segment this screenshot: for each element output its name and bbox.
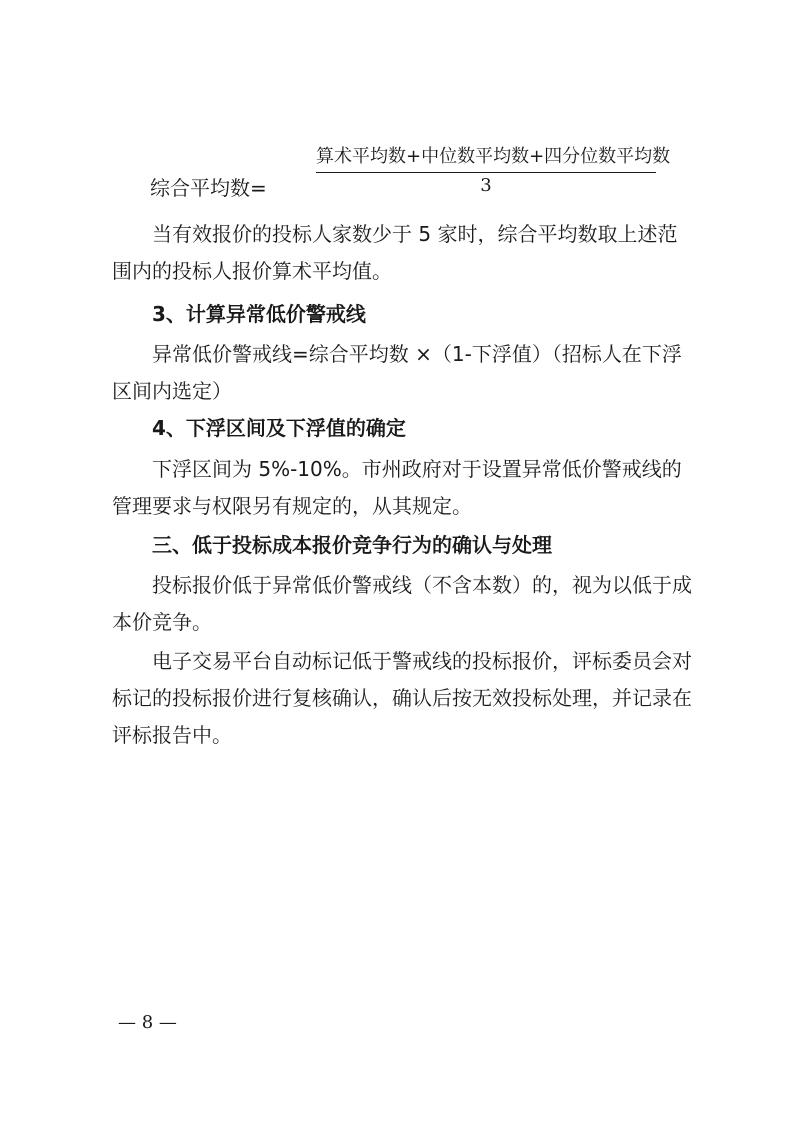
- paragraph-fewer-bidders: 当有效报价的投标人家数少于 5 家时，综合平均数取上述范围内的投标人报价算术平均值。: [112, 222, 678, 283]
- heading-float-range: 4、下浮区间及下浮值的确定: [152, 416, 406, 440]
- formula-lhs: 综合平均数=: [150, 176, 267, 200]
- formula-denominator: 3: [480, 175, 492, 196]
- formula-numerator: 算术平均数+中位数平均数+四分位数平均数: [316, 146, 671, 167]
- paragraph-below-cost: 投标报价低于异常低价警戒线（不含本数）的，视为以低于成本价竞争。: [112, 573, 692, 634]
- paragraph-float-range: 下浮区间为 5%-10%。市州政府对于设置异常低价警戒线的管理要求与权限另有规定的，从其规定。: [112, 457, 682, 518]
- heading-section-three: 三、低于投标成本报价竞争行为的确认与处理: [152, 533, 552, 557]
- heading-calc-warning-line: 3、计算异常低价警戒线: [152, 302, 366, 326]
- page-number: — 8 —: [118, 1012, 177, 1033]
- formula: [150, 142, 670, 202]
- paragraph-warning-line-formula: 异常低价警戒线=综合平均数 ×（1-下浮值）（招标人在下浮区间内选定）: [112, 342, 682, 403]
- formula-fraction: [316, 142, 671, 196]
- paragraph-platform-marking: 电子交易平台自动标记低于警戒线的投标报价，评标委员会对标记的投标报价进行复核确认，确认后按无效投标处理，并记录在评标报告中。: [112, 649, 692, 747]
